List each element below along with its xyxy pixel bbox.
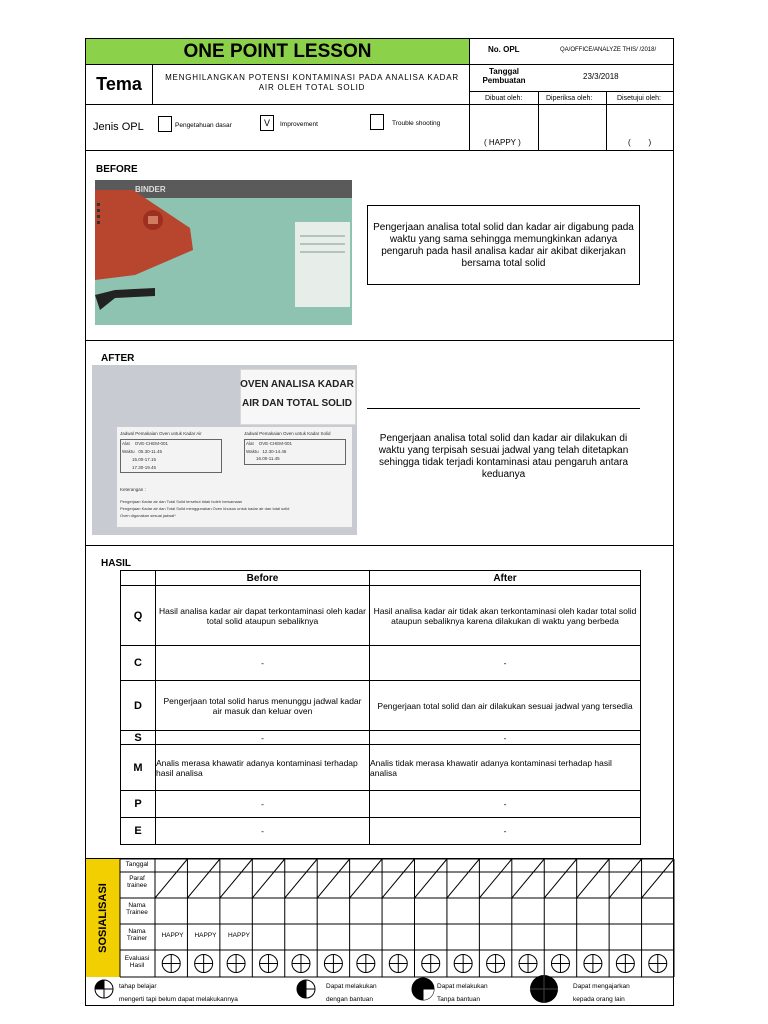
trainer-name: HAPPY	[161, 932, 184, 939]
schedule-left-row: 15.00-17.15	[122, 457, 157, 462]
paraf-diagonal	[512, 859, 544, 898]
before-description: Pengerjaan analisa total solid dan kadar air digabung pada waktu yang sama sehingga memungkinkan adanya pengaruh pada hasil analisa kadar air akibat dikerjakan bersama total solid	[373, 222, 634, 269]
schedule-left-row: Alat OVE-CHEM-001	[122, 441, 169, 446]
before-label: BEFORE	[96, 164, 138, 175]
hasil-col-before: Before	[156, 571, 370, 586]
row-key: M	[121, 745, 156, 791]
schedule-left-title: Jadwal Pemakaian Oven untuk Kadar Air	[120, 431, 202, 436]
dibuat-label: Dibuat oleh:	[485, 95, 523, 102]
paraf-diagonal	[382, 859, 414, 898]
schedule-left-row: 17.30-19.45	[122, 465, 157, 470]
trainer-name: HAPPY	[194, 932, 217, 939]
paraf-diagonal	[187, 859, 219, 898]
legend-item4-line1: Dapat mengajarkan	[573, 983, 630, 990]
tanggal-value: 23/3/2018	[583, 72, 619, 81]
row-after: Pengerjaan total solid dan air dilakukan sesuai jadwal yang tersedia	[370, 681, 641, 731]
schedule-right-title: Jadwal Pemakaian Oven untuk Kadar Solid	[244, 431, 331, 436]
schedule-right-row: Waktu 12.30-14.45	[246, 449, 287, 454]
oven-sign-line2: AIR DAN TOTAL SOLID	[242, 398, 352, 409]
option-improvement-label: Improvement	[280, 121, 318, 128]
row-after: Analis tidak merasa khawatir adanya kontaminasi terhadap hasil analisa	[370, 745, 641, 791]
legend-item4-line2: kepada orang lain	[573, 996, 625, 1003]
row-key: P	[121, 791, 156, 818]
row-before: -	[156, 818, 370, 845]
legend-item2-line2: dengan bantuan	[326, 996, 373, 1003]
after-label: AFTER	[101, 353, 135, 364]
paraf-diagonal	[609, 859, 641, 898]
schedule-note: Keterangan :	[120, 487, 146, 492]
paraf-diagonal	[642, 859, 674, 898]
row-label-tanggal: Tanggal	[125, 861, 149, 868]
hasil-label: HASIL	[101, 558, 131, 569]
row-before: Pengerjaan total solid harus menunggu jadwal kadar air masuk dan keluar oven	[156, 681, 370, 731]
paraf-diagonal	[577, 859, 609, 898]
row-after: -	[370, 646, 641, 681]
disetujui-value: ( )	[628, 138, 652, 147]
row-key: S	[121, 731, 156, 745]
paraf-diagonal	[447, 859, 479, 898]
row-before: -	[156, 646, 370, 681]
paraf-diagonal	[317, 859, 349, 898]
paraf-diagonal	[220, 859, 252, 898]
checkbox-improvement[interactable]: V	[260, 115, 274, 131]
paraf-diagonal	[285, 859, 317, 898]
oven-sign-line1: OVEN ANALISA KADAR	[240, 379, 354, 390]
row-label-evaluasi: Evaluasi Hasil	[124, 955, 150, 969]
legend-threequarter-icon	[412, 978, 434, 1000]
oven-brand: BINDER	[135, 185, 166, 194]
tema-text: MENGHILANGKAN POTENSI KONTAMINASI PADA ANALISA KADAR AIR OLEH TOTAL SOLID	[165, 73, 459, 92]
legend-icons	[0, 975, 768, 1005]
row-after: -	[370, 818, 641, 845]
paraf-diagonal	[479, 859, 511, 898]
page-title: ONE POINT LESSON	[183, 41, 372, 62]
row-key: Q	[121, 586, 156, 646]
row-after: Hasil analisa kadar air tidak akan terkontaminasi oleh kadar total solid ataupun sebaliknya karena dilakukan di waktu yang berbeda	[370, 586, 641, 646]
legend-item3-line1: Dapat melakukan	[437, 983, 488, 990]
schedule-note: Pengerjaan Kadar air dan Total Solid menggunakan Oven khusus untuk kadar air dan total solid	[120, 506, 290, 511]
row-after: -	[370, 731, 641, 745]
schedule-right-row: Alat OVE-CHEM-001	[246, 441, 293, 446]
legend-item3-line2: Tanpa bantuan	[437, 996, 481, 1003]
row-after: -	[370, 791, 641, 818]
diperiksa-label: Diperiksa oleh:	[546, 95, 593, 102]
option-trouble-label: Trouble shooting	[392, 120, 441, 127]
legend-full-icon	[530, 975, 558, 1003]
tanggal-label: Tanggal Pembuatan	[482, 67, 526, 85]
legend-item1-line1: tahap belajar	[119, 983, 157, 990]
legend-item1-line2: mengerti tapi belum dapat melakukannya	[119, 996, 238, 1003]
row-before: Analis merasa khawatir adanya kontaminasi terhadap hasil analisa	[156, 745, 370, 791]
after-description: Pengerjaan analisa total solid dan kadar air dilakukan di waktu yang terpisah sesuai jadwal yang telah ditetapkan sehingga tidak terjadi kontaminasi atau pengaruh antara keduanya	[378, 433, 629, 480]
row-key: D	[121, 681, 156, 731]
disetujui-label: Disetujui oleh:	[617, 95, 661, 102]
row-label-nama-trainer: Nama Trainer	[126, 928, 148, 942]
schedule-left-row: Waktu 05.30-11.45	[122, 449, 163, 454]
row-label-paraf: Paraf trainee	[127, 875, 147, 889]
row-before: -	[156, 791, 370, 818]
option-pengetahuan-label: Pengetahuan dasar	[175, 122, 232, 129]
row-before: Hasil analisa kadar air dapat terkontaminasi oleh kadar total solid ataupun sebaliknya	[156, 586, 370, 646]
schedule-right-row: 16.00-11.45	[246, 456, 280, 461]
schedule-note: Pengerjaan Kadar air dan Total Solid tersebut tidak boleh bersamaan	[120, 499, 243, 504]
row-before: -	[156, 731, 370, 745]
hasil-col-after: After	[370, 571, 641, 586]
paraf-diagonal	[155, 859, 187, 898]
paraf-diagonal	[415, 859, 447, 898]
row-key: E	[121, 818, 156, 845]
row-label-nama-trainee: Nama Trainee	[126, 902, 148, 916]
no-opl-value: QA/OFFICE/ANALYZE THIS/ /2018/	[560, 47, 657, 53]
paraf-diagonal	[544, 859, 576, 898]
schedule-note: Oven digunakan sesuai jadwal*	[120, 513, 176, 518]
paraf-diagonal	[252, 859, 284, 898]
legend-half-icon	[297, 980, 315, 998]
legend-quarter-icon	[95, 980, 113, 998]
trainer-name: HAPPY	[227, 932, 251, 939]
paraf-diagonal	[350, 859, 382, 898]
row-key: C	[121, 646, 156, 681]
dibuat-value: ( HAPPY )	[484, 138, 521, 147]
jenis-label: Jenis OPL	[93, 121, 144, 133]
legend-item2-line1: Dapat melakukan	[326, 983, 377, 990]
tema-label: Tema	[96, 74, 142, 94]
no-opl-label: No. OPL	[488, 45, 520, 54]
sosialisasi-label: SOSIALISASI	[97, 883, 109, 953]
